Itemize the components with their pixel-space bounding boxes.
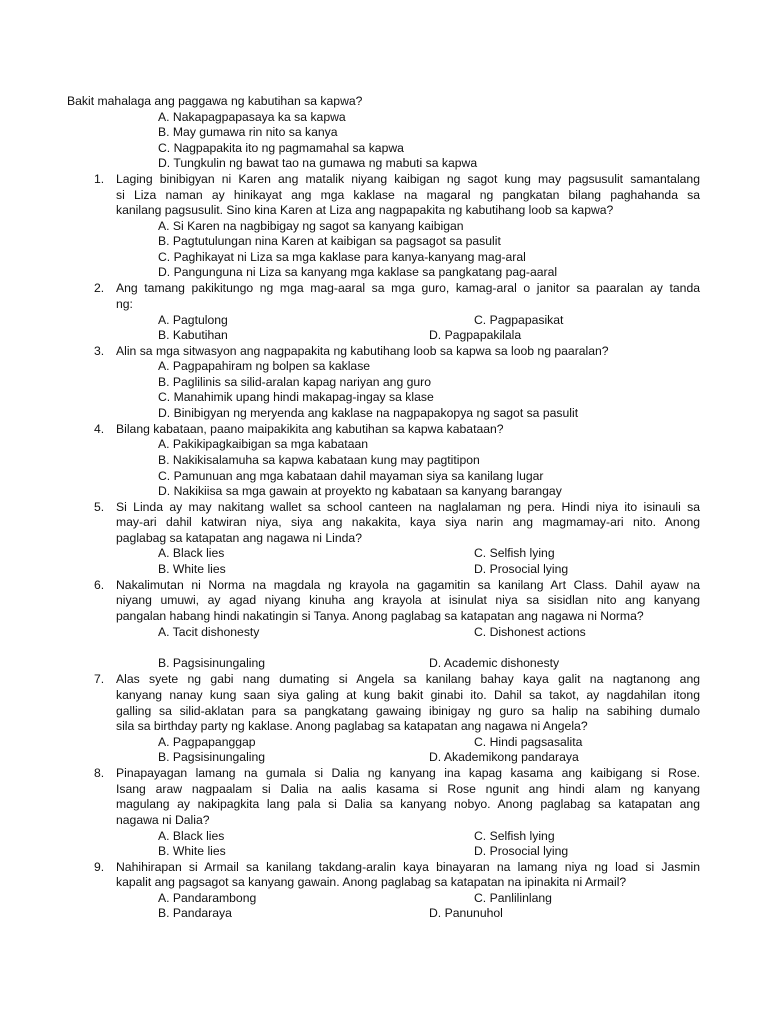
item-stem-line: Isang araw nagpaalam si Dalia na aalis kasama si Rose ngunit ang hindi alam ng kanyang [116, 782, 700, 796]
intro-question: Bakit mahalaga ang paggawa ng kabutihan sa kapwa? [67, 94, 363, 108]
intro-option-a: A. Nakapagpapasaya ka sa kapwa [158, 110, 346, 124]
item-stem-line: kanyang nanay kung saan siya galing at kung bakit ginabi ito. Dahil sa takot, ay nagdahilan itong [116, 688, 700, 702]
item-option: D. Prosocial lying [474, 844, 569, 858]
item-stem-line: Alas syete ng gabi nang dumating si Angela sa kanilang bahay kaya galit na nagtanong ang [116, 672, 700, 686]
item-option: B. Paglilinis sa silid-aralan kapag nariyan ang guro [158, 375, 432, 389]
item-stem-line: Nahihirapan si Armail sa kanilang takdang-aralin kaya binayaran na lamang niya ng load si Jasmin [116, 860, 700, 874]
item-stem-line: paglabag sa katapatan ang nagawa ni Linda? [116, 531, 362, 545]
item-number: 5. [94, 500, 105, 514]
item-stem-line: Ang tamang pakikitungo ng mga mag-aaral sa mga guro, kamag-aral o janitor sa paaralan ay tanda [116, 281, 700, 295]
item-number: 6. [94, 578, 105, 592]
intro-option-b: B. May gumawa rin nito sa kanya [158, 125, 338, 139]
item-option: C. Paghikayat ni Liza sa mga kaklase para kanya-kanyang mag-aral [158, 250, 526, 264]
item-number: 8. [94, 766, 105, 780]
item-option: C. Pagpapasikat [474, 313, 564, 327]
item-number: 7. [94, 672, 105, 686]
item-stem-line: ng: [116, 297, 133, 311]
item-option: D. Academic dishonesty [429, 656, 560, 670]
item-option: A. Pandarambong [158, 891, 257, 905]
item-option: C. Pamunuan ang mga kabataan dahil mayaman siya sa kanilang lugar [158, 469, 544, 483]
item-option: B. Nakikisalamuha sa kapwa kabataan kung may pagtitipon [158, 453, 480, 467]
item-number: 1. [94, 172, 105, 186]
item-option: D. Prosocial lying [474, 562, 569, 576]
intro-option-d: D. Tungkulin ng bawat tao na gumawa ng mabuti sa kapwa [158, 156, 478, 170]
item-option: B. White lies [158, 562, 226, 576]
item-stem-line: pangalan habang hindi nakatingin si Tanya. Anong paglabag sa katapatan ang nagawa ni Norma? [116, 609, 644, 623]
item-stem-line: niyang umuwi, ay agad niyang kinuha ang krayola at isinulat niya sa sisidlan nito ang kanyang [116, 593, 700, 607]
item-number: 4. [94, 422, 105, 436]
item-option: D. Akademikong pandaraya [429, 750, 579, 764]
item-stem-line: may-ari dahil katwiran niya, siya ang nakakita, kaya siya narin ang magmamay-ari nito. Anong [116, 515, 700, 529]
item-stem-line: nagawa ni Dalia? [116, 813, 210, 827]
item-option: D. Panunuhol [429, 906, 503, 920]
item-option: C. Hindi pagsasalita [474, 735, 583, 749]
item-option: D. Pangunguna ni Liza sa kanyang mga kaklase sa pangkatang pag-aaral [158, 265, 558, 279]
item-option: A. Pagtulong [158, 313, 228, 327]
item-option: B. Pagsisinungaling [158, 750, 266, 764]
intro-option-c: C. Nagpapakita ito ng pagmamahal sa kapwa [158, 141, 404, 155]
item-option: C. Selfish lying [474, 546, 555, 560]
item-option: A. Black lies [158, 546, 225, 560]
item-option: C. Selfish lying [474, 829, 555, 843]
item-stem-line: Bilang kabataan, paano maipakikita ang kabutihan sa kapwa kabataan? [116, 422, 504, 436]
item-option: A. Pagpapanggap [158, 735, 256, 749]
item-option: C. Manahimik upang hindi makapag-ingay sa klase [158, 390, 434, 404]
item-option: A. Tacit dishonesty [158, 625, 260, 639]
item-option: A. Pagpapahiram ng bolpen sa kaklase [158, 359, 371, 373]
item-option: B. Pandaraya [158, 906, 232, 920]
item-option: B. Kabutihan [158, 328, 228, 342]
item-option: A. Pakikipagkaibigan sa mga kabataan [158, 437, 369, 451]
item-stem-line: Si Linda ay may nakitang wallet sa school canteen na naglalaman ng pera. Hindi niya ito isinauli sa [116, 500, 700, 514]
item-option: D. Pagpapakilala [429, 328, 522, 342]
item-option: C. Panlilinlang [474, 891, 552, 905]
item-stem-line: Alin sa mga sitwasyon ang nagpapakita ng kabutihang loob sa kapwa sa loob ng paaralan? [116, 344, 609, 358]
item-option: B. Pagtutulungan nina Karen at kaibigan sa pagsagot sa pasulit [158, 234, 501, 248]
item-option: A. Si Karen na nagbibigay ng sagot sa kanyang kaibigan [158, 219, 464, 233]
item-number: 3. [94, 344, 105, 358]
item-option: D. Nakikiisa sa mga gawain at proyekto ng kabataan sa kanyang barangay [158, 484, 562, 498]
item-option: D. Binibigyan ng meryenda ang kaklase na nagpapakopya ng sagot sa pasulit [158, 406, 579, 420]
item-number: 9. [94, 860, 105, 874]
item-stem-line: Laging binibigyan ni Karen ang matalik niyang kaibigan ng sagot kung may pagsusulit samantalang [116, 172, 700, 186]
item-stem-line: sila sa birthday party ng kaklase. Anong paglabag sa katapatan ang nagawa ni Angela? [116, 719, 588, 733]
item-stem-line: kapalit ang pagsagot sa kanyang gawain. Anong paglabag sa katapatan na ipinakita ni Armail? [116, 875, 627, 889]
item-option: A. Black lies [158, 829, 225, 843]
item-stem-line: Nakalimutan ni Norma na magdala ng krayola na gagamitin sa kanilang Art Class. Dahil ayaw na [116, 578, 700, 592]
item-stem-line: kanilang pagsusulit. Sino kina Karen at Liza ang nagpapakita ng kabutihang loob sa kapwa? [116, 203, 614, 217]
item-stem-line: si Liza naman ay hinikayat ang mga kaklase na magaral ng pangkatan bilang paghahanda sa [116, 188, 700, 202]
item-number: 2. [94, 281, 105, 295]
item-stem-line: galling sa silid-aklatan para sa pangkatang gawaing ibinigay ng guro sa halip na sabihing dumalo [116, 704, 700, 718]
item-option: B. White lies [158, 844, 226, 858]
item-stem-line: Pinapayagan lamang na gumala si Dalia ng kanyang ina kapag kasama ang kaibigang si Rose. [116, 766, 700, 780]
item-option: C. Dishonest actions [474, 625, 586, 639]
item-option: B. Pagsisinungaling [158, 656, 266, 670]
item-stem-line: magulang ay nakipagkita lang pala si Dalia sa kanyang nobyo. Anong paglabag sa katapatan ang [116, 797, 700, 811]
